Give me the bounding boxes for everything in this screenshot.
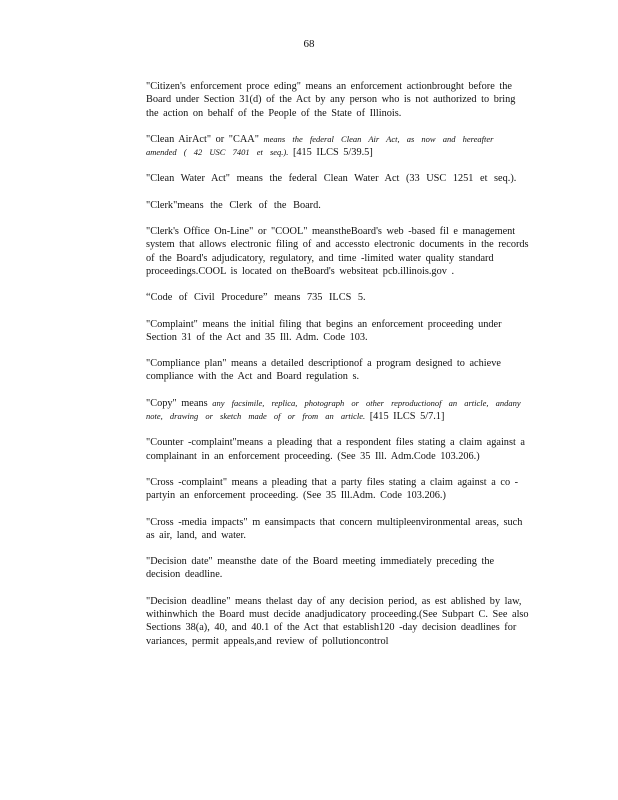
definition-citation: [415 ILCS 5/7.1] [365, 411, 445, 423]
definition-lead: "Copy" means [146, 397, 213, 409]
definition-code-of-civil-procedure: “Code of Civil Procedure” means 735 ILCS 5. [146, 292, 366, 304]
definition-clean-water-act: "Clean Water Act" means the federal Clean Water Act (33 USC 1251 et seq.). [146, 173, 517, 185]
definition-citation: [415 ILCS 5/39.5] [288, 147, 373, 159]
definition-complaint: "Complaint" means the initial filing that begins an enforcement proceeding under Section 31 of the Act and 35 Ill. Adm. Code 103. [146, 318, 502, 343]
definition-counter-complaint: "Counter -complaint"means a pleading that a respondent files stating a claim against a complainant in an enforcement proceeding. (See 35 Ill. Adm.Code 103.206.) [146, 437, 525, 462]
definition-copy [146, 397, 530, 424]
definition-quoted-text: means the federal Clean Air Act, as now and hereafter amended ( 42 USC 7401 et seq.). [146, 133, 494, 158]
definition-compliance-plan: "Compliance plan" means a detailed descriptionof a program designed to achieve compliance with the Act and Board regulation s. [146, 358, 501, 383]
page-number: 68 [303, 38, 315, 50]
definition-cross-complaint: "Cross -complaint" means a pleading that a party files stating a claim against a co -partyin an enforcement proceeding. (See 35 Ill.Adm. Code 103.206.) [146, 476, 519, 502]
definition-lead: "Clean AirAct" or "CAA" [146, 133, 264, 145]
definition-clean-air-act [146, 133, 530, 160]
definition-decision-deadline: "Decision deadline" means thelast day of any decision period, as est ablished by law, withinwhich the Board must decide anadjudicatory proceeding.(See Subpart C. See also Sections 38(a), 40, and 40.1 of the Act that establish120 -day decision deadlines for variances, permit appeals,and review of pollutioncontrol [146, 595, 529, 647]
definition-citizens-enforcement-proceeding: "Citizen's enforcement proce eding" means an enforcement actionbrought before the Board under Section 31(d) of the Act by any person who is not authorized to bring the action on behalf of the People of the State of Illinois. [146, 81, 516, 119]
definition-cross-media-impacts: "Cross -media impacts" m eansimpacts that concern multipleenvironmental areas, such as air, land, and water. [146, 516, 523, 541]
definition-decision-date: "Decision date" meansthe date of the Board meeting immediately preceding the decision deadline. [146, 556, 495, 581]
definition-quoted-text: any facsimile, replica, photograph or other reproductionof an article, andany note, drawing or sketch made of or from an article. [146, 397, 521, 422]
document-body [146, 80, 530, 661]
definition-clerk: "Clerk"means the Clerk of the Board. [146, 199, 321, 211]
definition-cool: "Clerk's Office On-Line" or "COOL" meanstheBoard's web -based fil e management system that allows electronic filing of and accessto electronic documents in the records of the Board's adjudicatory, regulatory, and time -limited water quality standard proceedings.COOL is located on theBoard's websiteat pcb.illinois.gov . [146, 226, 529, 277]
